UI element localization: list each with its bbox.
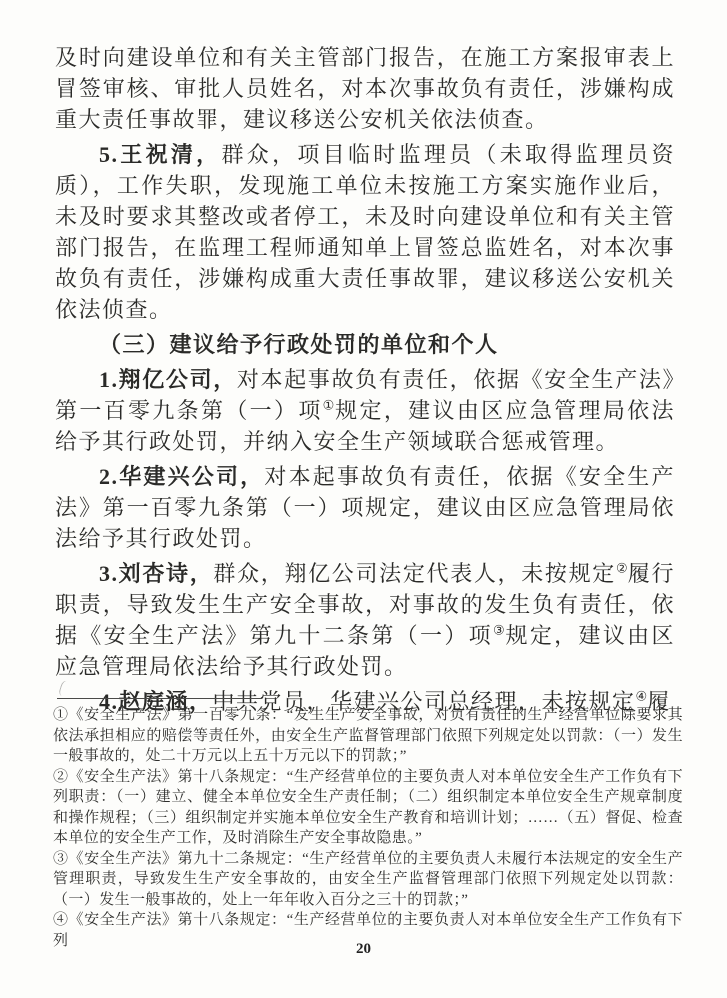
footnote-1: ①《安全生产法》第一百零九条：“发生生产安全事故，对负有责任的生产经营单位除要求其依法承担相应的赔偿等责任外，由安全生产监督管理部门依照下列规定处以罚款：（一）发生一般事故的，处二十万元以上五十万元以下的罚款；” [53, 707, 683, 764]
paragraph-person-liu-xingshi [55, 558, 675, 682]
paragraph-company-huajianxing [55, 461, 675, 554]
page-number: 20 [356, 941, 371, 957]
section-heading-administrative-penalty [55, 329, 675, 360]
footnotes-section [53, 705, 683, 951]
paragraph-text: 履 [647, 689, 671, 714]
footnote-ref-3: ③ [493, 622, 506, 638]
footnote-ref-2: ② [615, 560, 628, 576]
footnote-ref-4: ④ [635, 688, 648, 704]
report-body [55, 42, 675, 721]
paragraph-continuation [55, 42, 675, 135]
company-name-bold: 2.华建兴公司， [99, 464, 265, 489]
footnote-2: ②《安全生产法》第十八条规定：“生产经营单位的主要负责人对本单位安全生产工作负有下列职责：（一）建立、健全本单位安全生产责任制；（二）组织制定本单位安全生产规章制度和操作规程；（三）组织制定并实施本单位安全生产教育和培训计划；……（五）督促、检查本单位的安全生产工作，及时消除生产安全事故隐患。” [53, 768, 683, 846]
person-name-bold: 5.王祝清， [99, 142, 222, 167]
company-name-bold: 1.翔亿公司， [99, 367, 237, 392]
paragraph-text: 群众，项目临时监理员（未取得监理员资质），工作失职，发现施工单位未按施工方案实施作业后，未及时要求其整改或者停工，未及时向建设单位和有关主管部门报告，在监理工程师通知单上冒签总监姓名，对本次事故负有责任，涉嫌构成重大责任事故罪，建议移送公安机关依法侦查。 [55, 142, 675, 322]
paragraph-text: 中共党员，华建兴公司总经理，未按规定 [212, 689, 636, 714]
paragraph-person-wang-zhuqing [55, 139, 675, 325]
paragraph-text: 履行职责，导致发生生产安全事故，对事故的发生负有责任，依据《安全生产法》第九十二条第（一）项 [55, 561, 675, 648]
paragraph-company-xiangyi [55, 364, 675, 457]
footnote-ref-1: ① [322, 397, 336, 413]
person-name-bold: 3.刘杏诗， [99, 561, 214, 586]
heading-text: （三）建议给予行政处罚的单位和个人 [99, 332, 499, 357]
paragraph-text: 群众，翔亿公司法定代表人，未按规定 [213, 561, 616, 586]
paragraph-text: 及时向建设单位和有关主管部门报告，在施工方案报审表上冒签审核、审批人员姓名，对本次事故负有责任，涉嫌构成重大责任事故罪，建议移送公安机关依法侦查。 [55, 45, 675, 132]
footnote-3: ③《安全生产法》第九十二条规定：“生产经营单位的主要负责人未履行本法规定的安全生产管理职责，导致发生生产安全事故的，由安全生产监督管理部门依照下列规定处以罚款：（一）发生一般事故的，处上一年年收入百分之三十的罚款；” [53, 850, 683, 908]
person-name-bold: 4.赵庭涵， [99, 689, 213, 714]
paragraph-text: 对本起事故负有责任，依据《安全生产法》第一百零九条第（一）项规定，建议由区应急管理局依法给予其行政处罚。 [55, 464, 675, 551]
paragraph-text: 对本起事故负有责任，依据《安全生产法》第一百零九条第（一）项 [55, 367, 675, 423]
footnote-4: ④《安全生产法》第十八条规定：“生产经营单位的主要负责人对本单位安全生产工作负有下列 [53, 912, 683, 949]
paragraph-text: 规定，建议由区应急管理局依法给予其行政处罚，并纳入安全生产领域联合惩戒管理。 [55, 398, 675, 454]
paragraph-text: 规定，建议由区应急管理局依法给予其行政处罚。 [55, 623, 675, 679]
footnote-separator [57, 698, 262, 699]
